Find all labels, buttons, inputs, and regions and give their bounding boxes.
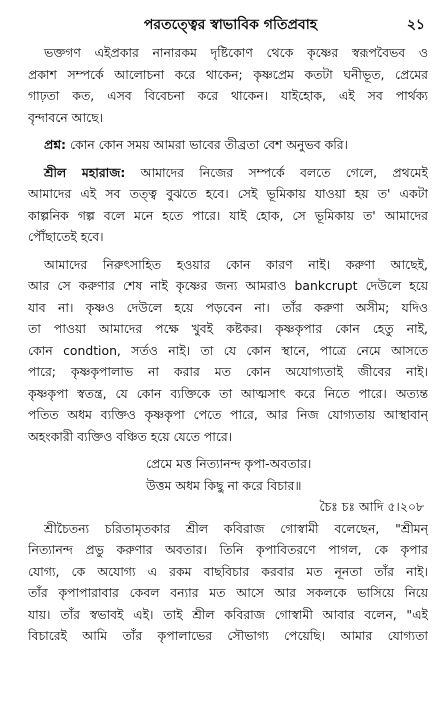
text-line: কাল্পনিক গল্প বলে মনে হতে পারে। যাই হোক, সে ভূমিকায় ত' আমাদের (28, 207, 428, 223)
verse-citation: চৈঃ চঃ আদি ৫।২০৮ (319, 499, 424, 514)
text-line: তাঁর কৃপাপারাবার কেবল বন্যার মত আসে আর সকলকে ভাসিয়ে নিয়ে (28, 585, 428, 600)
text-line: প্রকাশ সম্পর্কে আলোচনা করে থাকেন; কৃষ্ণপ্রেম কতটা ঘনীভূত, প্রেমের (28, 66, 428, 82)
paragraph-3 (28, 254, 428, 448)
text-line (28, 134, 428, 156)
running-title: পরতত্ত্বের স্বাভাবিক গতিপ্রবাহ (143, 17, 318, 33)
text-line: নিত্যানন্দ প্রভু করুণার অবতার। তিনি কৃপাবিতরণে পাগল, কে কৃপার (28, 542, 428, 557)
text-line: অহংকারী ব্যক্তিও বঞ্চিত হয়ে যেতে পারে। (28, 428, 233, 444)
question-label: প্রশ্ন: (44, 137, 67, 152)
text-line: পারে; কৃষ্ণকৃপালাভ না করার মত কোন অযোগ্যতাই জীবের নাই। (28, 364, 428, 379)
text-line: গাঢ়তা কত, এসব বিবেচনা করে থাকেন। যাইহোক, এই সব পার্থক্য (28, 88, 428, 103)
text-line: যোগ্য, কে অযোগ্য এ রকম বাছবিচার করবার মত নূনতা তাঁর নাই। (28, 563, 428, 579)
verse-line: উত্তম অধম কিছু না করে বিচার॥ (146, 477, 302, 493)
page-body (28, 42, 428, 647)
text-line: আমাদের নিরুৎসাহিত হওয়ার কোন কারণ নাই। করুণা আছেই, (44, 256, 428, 272)
text-line: বিচারেই আমি তাঁর কৃপালাভের সৌভাগ্য পেয়েছি। আমার যোগ্যতা (28, 628, 428, 643)
text-line: তা পাওয়া আমাদের পক্ষে খুবই কষ্টকর। কৃষ্ণকৃপার কোন হেতু নাই, (28, 321, 428, 336)
text-line: শ্রীচৈতন্য চরিতামৃতকার শ্রীল কবিরাজ গোস্বামী বলেছেন, "শ্রীমন্ (44, 520, 428, 536)
page-header (36, 13, 425, 33)
text-line: কৃষ্ণকৃপা স্বতন্ত্র, যে কোন ব্যক্তিকে তা আত্মসাৎ করে নিতে পারে। অত্যন্ত (28, 385, 428, 401)
text-line: আমাদের এই সব তত্ত্ব বুঝতে হবে। সেই ভূমিকায় যাওয়া হয় ত' একটা (28, 186, 428, 201)
question-paragraph (28, 134, 428, 156)
text-line: বৃন্দাবনে আছে। (28, 109, 104, 125)
paragraph-1 (28, 42, 428, 128)
text-line: যাব না। কৃষ্ণও দেউলে হয়ে পড়বেন না। তাঁর করুণা অসীম; যদিও (28, 299, 428, 315)
text-line: যায়। তাঁর স্বভাবই এই। তাই শ্রীল কবিরাজ গোস্বামী আবার বলেন, "এই (28, 606, 428, 622)
text-line: আর সে করুণার শেষ নাই কৃষ্ণের জন্য আমরাও bankcrupt দেউলে হয়ে (28, 278, 428, 293)
text-line: কোন condtion, সর্তও নাই। তা যে কোন স্থানে, পাত্রে নেমে আসতে (28, 342, 428, 358)
text-line: ভক্তগণ এইপ্রকার নানারকম দৃষ্টিকোণ থেকে কৃষ্ণের স্বরূপবৈভব ও (44, 45, 428, 60)
page-number: ২১ (406, 17, 425, 33)
verse-block (28, 453, 428, 518)
text-line: পৌঁছাতেই হবে। (28, 229, 104, 244)
text-line (28, 162, 428, 184)
text-line: পতিত অধম ব্যক্তিও কৃষ্ণকৃপা পেতে পারে, আর নিজ যোগ্যতায় আস্থাবান্ (28, 407, 428, 422)
paragraph-4 (28, 518, 428, 647)
question-text: কোন কোন সময় আমরা ভাবের তীব্রতা বেশ অনুভব করি। (69, 137, 348, 152)
answer-paragraph (28, 162, 428, 248)
speaker-label: শ্রীল মহারাজ: (44, 164, 126, 180)
answer-first-line: আমাদের নিজের সম্পর্কে বলতে গেলে, প্রথমেই (140, 164, 428, 180)
verse-line: প্রেমে মত্ত নিত্যানন্দ কৃপা-অবতার। (146, 456, 312, 471)
